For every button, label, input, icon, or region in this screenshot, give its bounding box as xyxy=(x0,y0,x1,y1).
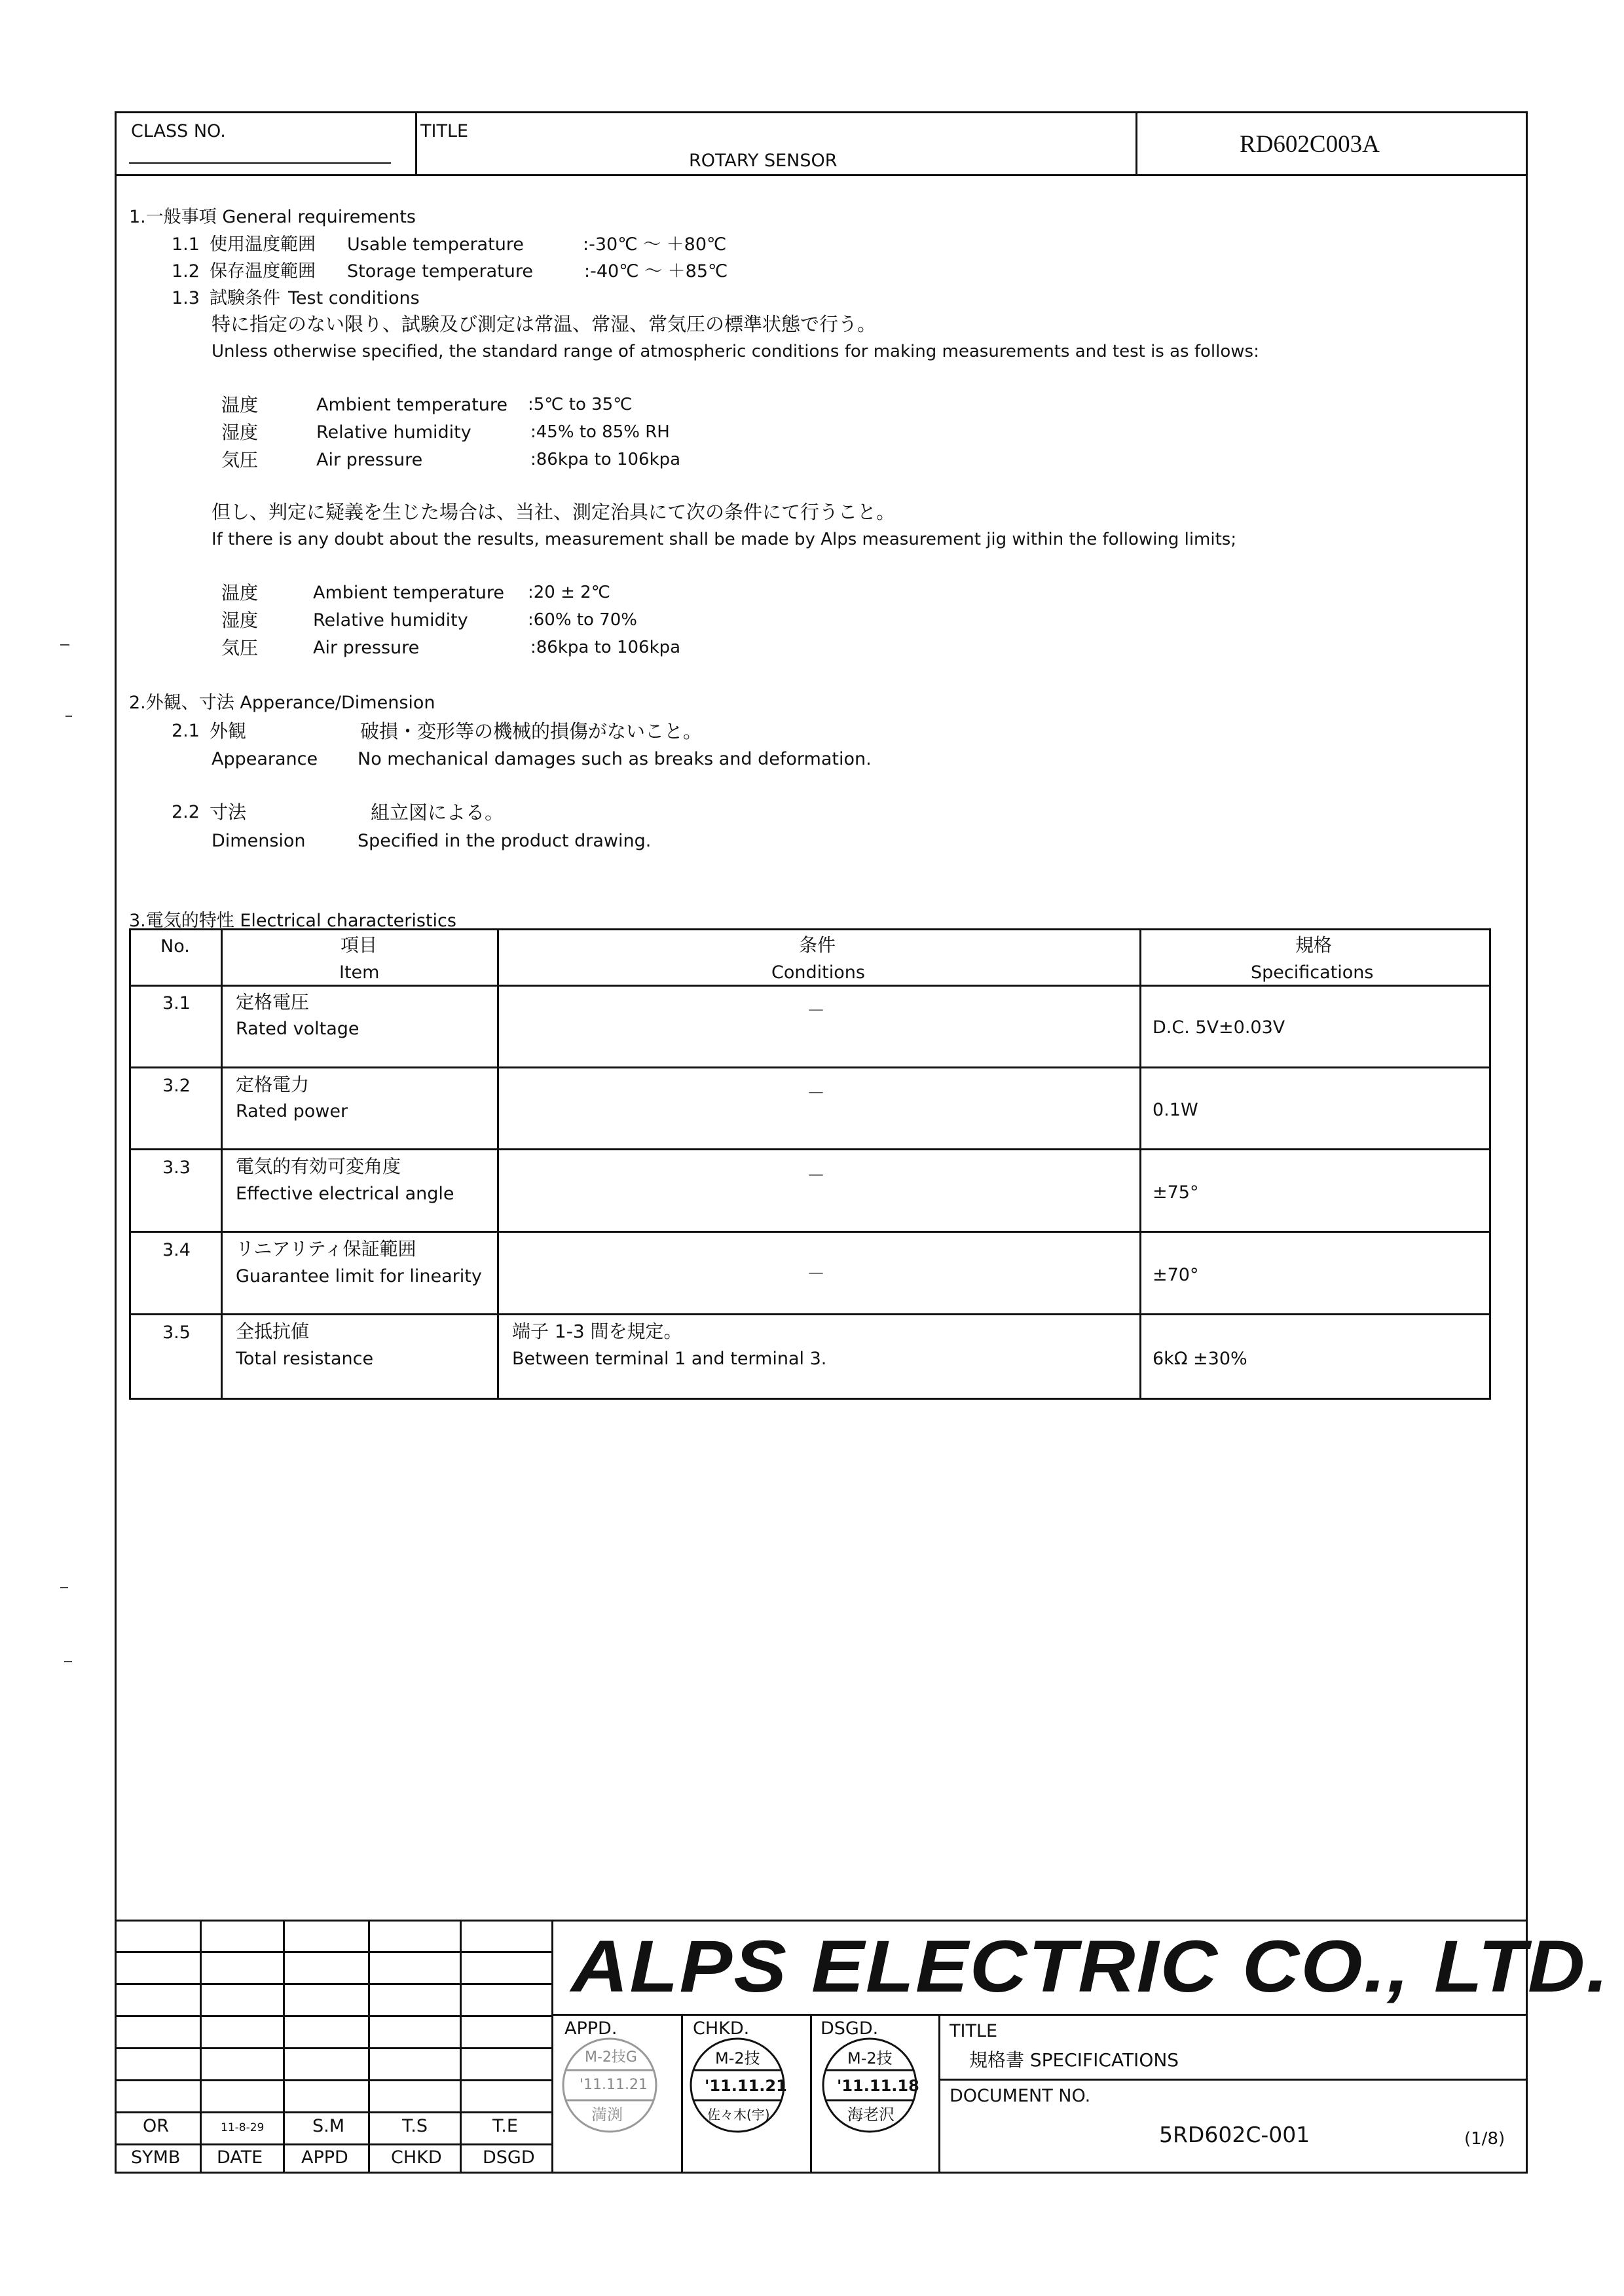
condition-en: Relative humidity xyxy=(313,610,468,630)
table-row-line xyxy=(129,1231,1491,1233)
title-doc-divider xyxy=(938,2079,1528,2081)
condition-value: :86kpa to 106kpa xyxy=(530,450,681,469)
dimension-en: Dimension xyxy=(212,831,306,851)
approval-col-line xyxy=(681,2014,683,2174)
condition-en: Air pressure xyxy=(313,638,420,658)
row-spec: 0.1W xyxy=(1153,1100,1198,1120)
condition-jp: 湿度 xyxy=(221,422,259,443)
appearance-en-text: No mechanical damages such as breaks and deformation. xyxy=(358,749,872,769)
rev-appd-value: S.M xyxy=(312,2116,345,2136)
rev-date-value: 11-8-29 xyxy=(221,2121,265,2134)
rev-dsgd-value: T.E xyxy=(492,2116,518,2136)
dimension-en-text: Specified in the product drawing. xyxy=(358,831,652,851)
header-divider-1 xyxy=(415,111,417,174)
row-number: 3.1 xyxy=(162,993,191,1013)
row-number: 3.4 xyxy=(162,1240,191,1260)
condition-en: Ambient temperature xyxy=(313,583,505,603)
row-item-en: Total resistance xyxy=(236,1349,374,1369)
table-header-cond-jp: 条件 xyxy=(799,934,836,956)
rev-row-line xyxy=(115,2111,551,2113)
chkd-stamp xyxy=(688,2036,787,2134)
row-number: 3.5 xyxy=(162,1322,191,1343)
rev-col-line xyxy=(551,1920,553,2174)
dsgd-stamp xyxy=(820,2036,919,2134)
header-bottom-line xyxy=(115,174,1528,176)
test-note-jp: 特に指定のない限り、試験及び測定は常温、常湿、常気圧の標準状態で行う。 xyxy=(212,313,877,335)
condition-value: :20 ± 2℃ xyxy=(528,583,610,602)
general-heading: 1.一般事項 General requirements xyxy=(129,207,416,227)
table-header-no: No. xyxy=(160,936,190,957)
row-condition-en: Between terminal 1 and terminal 3. xyxy=(512,1349,827,1369)
item-jp: 試験条件 xyxy=(210,288,280,308)
condition-jp: 湿度 xyxy=(221,610,259,631)
table-header-spec-jp: 規格 xyxy=(1295,934,1333,956)
rev-col-line xyxy=(283,1920,285,2174)
title-label: TITLE xyxy=(420,121,469,141)
item-jp: 保存温度範囲 xyxy=(210,261,316,282)
rev-symb-value: OR xyxy=(143,2116,170,2136)
appd-stamp-dept: M-2技G xyxy=(585,2049,637,2066)
table-header-cond-en: Conditions xyxy=(771,962,865,983)
table-row-line xyxy=(129,1148,1491,1150)
scan-mark xyxy=(64,1661,72,1662)
rev-symb-header: SYMB xyxy=(131,2147,181,2168)
table-col-line xyxy=(221,928,223,1400)
rev-row-line xyxy=(115,1951,551,1953)
class-no-label: CLASS NO. xyxy=(131,121,226,141)
footer-title-value: 規格書 SPECIFICATIONS xyxy=(969,2049,1179,2071)
row-condition-dash: － xyxy=(807,1263,826,1285)
approval-col-line xyxy=(938,2014,940,2174)
rev-row-line xyxy=(115,2047,551,2049)
row-spec: 6kΩ ±30% xyxy=(1153,1349,1247,1369)
dimension-jp-text: 組立図による。 xyxy=(371,801,504,824)
logo-bottom-line xyxy=(551,2014,1528,2016)
row-number: 3.2 xyxy=(162,1076,191,1096)
row-condition-dash: － xyxy=(807,1082,826,1104)
rev-col-line xyxy=(200,1920,202,2174)
dsgd-stamp-name: 海老沢 xyxy=(847,2105,895,2124)
table-header-line xyxy=(129,985,1491,987)
row-item-jp: 全抵抗値 xyxy=(236,1321,310,1342)
row-number: 3.3 xyxy=(162,1157,191,1178)
appearance-jp-text: 破損・変形等の機械的損傷がないこと。 xyxy=(360,720,703,742)
chkd-stamp-dept: M-2技 xyxy=(715,2049,760,2068)
row-item-en: Guarantee limit for linearity xyxy=(236,1266,482,1286)
row-spec: ±75° xyxy=(1153,1182,1199,1203)
item-number: 1.3 xyxy=(172,288,200,308)
row-item-jp: リニアリティ保証範囲 xyxy=(236,1238,416,1260)
dimension-number: 2.2 xyxy=(172,802,200,822)
rev-date-header: DATE xyxy=(217,2147,263,2168)
condition-jp: 温度 xyxy=(221,582,259,604)
condition-value: :60% to 70% xyxy=(528,610,637,630)
condition-en: Ambient temperature xyxy=(316,395,508,415)
condition-en: Relative humidity xyxy=(316,422,471,443)
condition-value: :45% to 85% RH xyxy=(530,422,670,442)
item-value: :-30℃ ～ ＋80℃ xyxy=(583,234,727,255)
row-item-jp: 電気的有効可変角度 xyxy=(236,1156,401,1177)
chkd-stamp-name: 佐々木(宇) xyxy=(707,2107,770,2123)
appd-label: APPD. xyxy=(564,2018,618,2039)
item-en: Storage temperature xyxy=(347,261,533,282)
rev-col-line xyxy=(368,1920,370,2174)
part-number: RD602C003A xyxy=(1240,131,1380,158)
row-condition-jp: 端子 1-3 間を規定。 xyxy=(512,1321,682,1342)
item-jp: 使用温度範囲 xyxy=(210,234,316,255)
item-value: :-40℃ ～ ＋85℃ xyxy=(584,261,728,282)
item-number: 1.2 xyxy=(172,261,200,282)
doubt-note-jp: 但し、判定に疑義を生じた場合は、当社、測定治具にて次の条件にて行うこと。 xyxy=(212,501,896,523)
table-row-line xyxy=(129,1313,1491,1315)
rev-chkd-header: CHKD xyxy=(391,2147,442,2168)
scan-mark xyxy=(65,716,72,717)
row-item-en: Rated voltage xyxy=(236,1019,360,1039)
row-item-en: Rated power xyxy=(236,1101,348,1121)
row-spec: ±70° xyxy=(1153,1265,1199,1285)
company-logo: ALPS ELECTRIC CO., LTD. xyxy=(571,1925,1610,2007)
condition-jp: 気圧 xyxy=(221,449,259,471)
scan-mark xyxy=(60,644,69,646)
table-col-line xyxy=(497,928,499,1400)
row-condition-dash: － xyxy=(807,1000,826,1021)
footer-title-label: TITLE xyxy=(950,2021,998,2041)
rev-row-line xyxy=(115,2143,551,2145)
doubt-note-en: If there is any doubt about the results, measurement shall be made by Alps measurement jig within the following limits; xyxy=(212,530,1237,549)
appearance-jp: 外観 xyxy=(210,720,247,742)
table-header-item-jp: 項目 xyxy=(341,934,378,956)
appd-stamp-name: 満渕 xyxy=(591,2105,623,2124)
table-header-item-en: Item xyxy=(339,962,380,983)
page-number: (1/8) xyxy=(1464,2129,1505,2149)
dsgd-stamp-dept: M-2技 xyxy=(847,2049,893,2068)
chkd-label: CHKD. xyxy=(693,2018,750,2039)
scan-mark xyxy=(60,1587,68,1588)
document-no-label: DOCUMENT NO. xyxy=(950,2086,1091,2106)
electrical-heading: 3.電気的特性 Electrical characteristics xyxy=(129,911,456,931)
rev-chkd-value: T.S xyxy=(402,2116,428,2136)
row-item-jp: 定格電圧 xyxy=(236,991,310,1013)
rev-row-line xyxy=(115,2015,551,2017)
table-header-spec-en: Specifications xyxy=(1251,962,1374,983)
rev-row-line xyxy=(115,1983,551,1985)
row-condition-dash: － xyxy=(807,1165,826,1186)
condition-value: :86kpa to 106kpa xyxy=(530,638,681,657)
item-number: 1.1 xyxy=(172,234,200,255)
dsgd-label: DSGD. xyxy=(821,2018,879,2039)
dimension-jp: 寸法 xyxy=(210,801,247,823)
appd-stamp-date: '11.11.21 xyxy=(580,2077,648,2093)
rev-row-line xyxy=(115,2079,551,2081)
document-no: 5RD602C-001 xyxy=(1159,2122,1310,2147)
appearance-number: 2.1 xyxy=(172,721,200,741)
row-item-en: Effective electrical angle xyxy=(236,1184,454,1204)
rev-dsgd-header: DSGD xyxy=(483,2147,535,2168)
title-value: ROTARY SENSOR xyxy=(689,151,838,171)
appearance-en: Appearance xyxy=(212,749,318,769)
header-divider-2 xyxy=(1135,111,1137,174)
appd-stamp xyxy=(560,2036,659,2134)
table-row-line xyxy=(129,1066,1491,1068)
title-block-top-line xyxy=(115,1920,1528,1922)
row-spec: D.C. 5V±0.03V xyxy=(1153,1017,1285,1038)
test-note-en: Unless otherwise specified, the standard range of atmospheric conditions for making measurements and test is as follows: xyxy=(212,342,1259,361)
dsgd-stamp-date: '11.11.18 xyxy=(837,2077,919,2095)
rev-appd-header: APPD xyxy=(301,2147,348,2168)
appearance-heading: 2.外観、寸法 Apperance/Dimension xyxy=(129,693,435,713)
approval-col-line xyxy=(810,2014,812,2174)
table-col-line xyxy=(1139,928,1141,1400)
condition-value: :5℃ to 35℃ xyxy=(528,395,633,414)
condition-jp: 温度 xyxy=(221,394,259,416)
rev-col-line xyxy=(460,1920,462,2174)
condition-en: Air pressure xyxy=(316,450,423,470)
item-en: Usable temperature xyxy=(347,234,524,255)
class-no-underline xyxy=(129,162,391,164)
condition-jp: 気圧 xyxy=(221,637,259,659)
chkd-stamp-date: '11.11.21 xyxy=(705,2077,787,2095)
row-item-jp: 定格電力 xyxy=(236,1074,310,1095)
item-en: Test conditions xyxy=(288,288,420,308)
